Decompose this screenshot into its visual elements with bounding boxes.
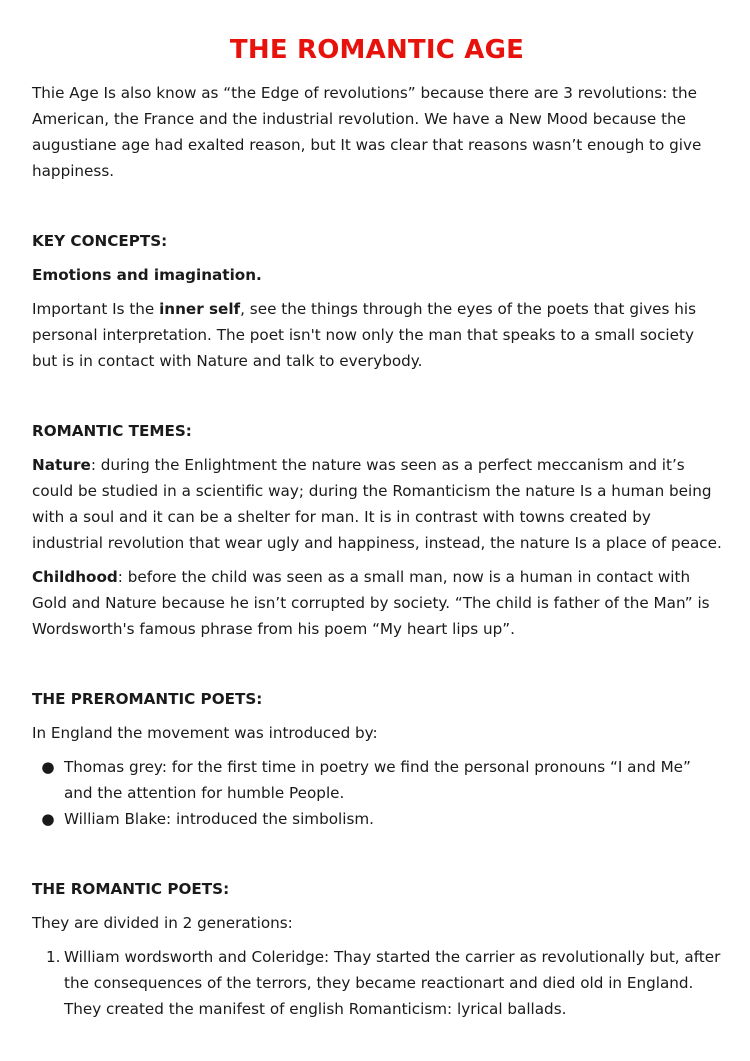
childhood-paragraph	[32, 564, 722, 642]
romantic-themes-heading: ROMANTIC TEMES:	[32, 422, 192, 440]
preromantic-poets-intro: In England the movement was introduced by:	[32, 724, 378, 742]
childhood-term: Childhood	[32, 568, 118, 586]
nature-paragraph	[32, 452, 722, 556]
key-concepts-section	[32, 228, 722, 374]
romantic-poets-list	[32, 944, 722, 1022]
list-item	[32, 944, 722, 1022]
romantic-poets-section	[32, 876, 722, 1022]
romantic-poets-heading: THE ROMANTIC POETS:	[32, 880, 230, 898]
romantic-poets-intro: They are divided in 2 generations:	[32, 914, 293, 932]
key-concepts-text-before: Important Is the	[32, 300, 160, 318]
romantic-themes-section	[32, 418, 722, 642]
list-item	[32, 754, 722, 806]
bullet-icon: ●	[41, 810, 55, 828]
list-number: 1.	[46, 948, 61, 966]
page-title: THE ROMANTIC AGE	[229, 35, 525, 65]
preromantic-poets-heading: THE PREROMANTIC POETS:	[32, 690, 263, 708]
inner-self-term: inner self	[159, 300, 241, 318]
list-item-text: William wordsworth and Coleridge: Thay started the carrier as revolutionally but, after the consequences of the terrors, they became reactionart and died old in England. They created the manifest of english Romanticism: lyrical ballads.	[64, 948, 721, 1018]
list-item-text: Thomas grey: for the first time in poetry we find the personal pronouns “I and Me” and the attention for humble People.	[64, 758, 691, 802]
nature-text: : during the Enlightment the nature was seen as a perfect meccanism and it’s could be studied in a scientific way; during the Romanticism the nature Is a human being with a soul and it can be a shelter for man. It is in contrast with towns created by industrial revolution that wear ugly and happiness, instead, the nature Is a place of peace.	[32, 456, 722, 552]
key-concepts-subheading: Emotions and imagination.	[32, 266, 262, 284]
bullet-icon: ●	[41, 758, 55, 776]
key-concepts-text-after: , see the things through the eyes of the poets that gives his personal interpretation. The poet isn't now only the man that speaks to a small society but is in contact with Nature and talk to everybody.	[32, 300, 697, 370]
list-item-text: William Blake: introduced the simbolism.	[64, 810, 374, 828]
nature-term: Nature	[32, 456, 91, 474]
key-concepts-paragraph	[32, 296, 722, 374]
preromantic-poets-section	[32, 686, 722, 832]
list-item	[32, 806, 722, 832]
childhood-text: : before the child was seen as a small man, now is a human in contact with Gold and Nature because he isn’t corrupted by society. “The child is father of the Man” is Wordsworth's famous phrase from his poem “My heart lips up”.	[32, 568, 710, 638]
key-concepts-heading: KEY CONCEPTS:	[32, 232, 168, 250]
preromantic-poets-list	[32, 754, 722, 832]
intro-paragraph: Thie Age Is also know as “the Edge of revolutions” because there are 3 revolutions: the American, the France and the industrial revolution. We have a New Mood because the augustiane age had exalted reason, but It was clear that reasons wasn’t enough to give happiness.	[32, 84, 702, 180]
document-page	[32, 30, 722, 1022]
